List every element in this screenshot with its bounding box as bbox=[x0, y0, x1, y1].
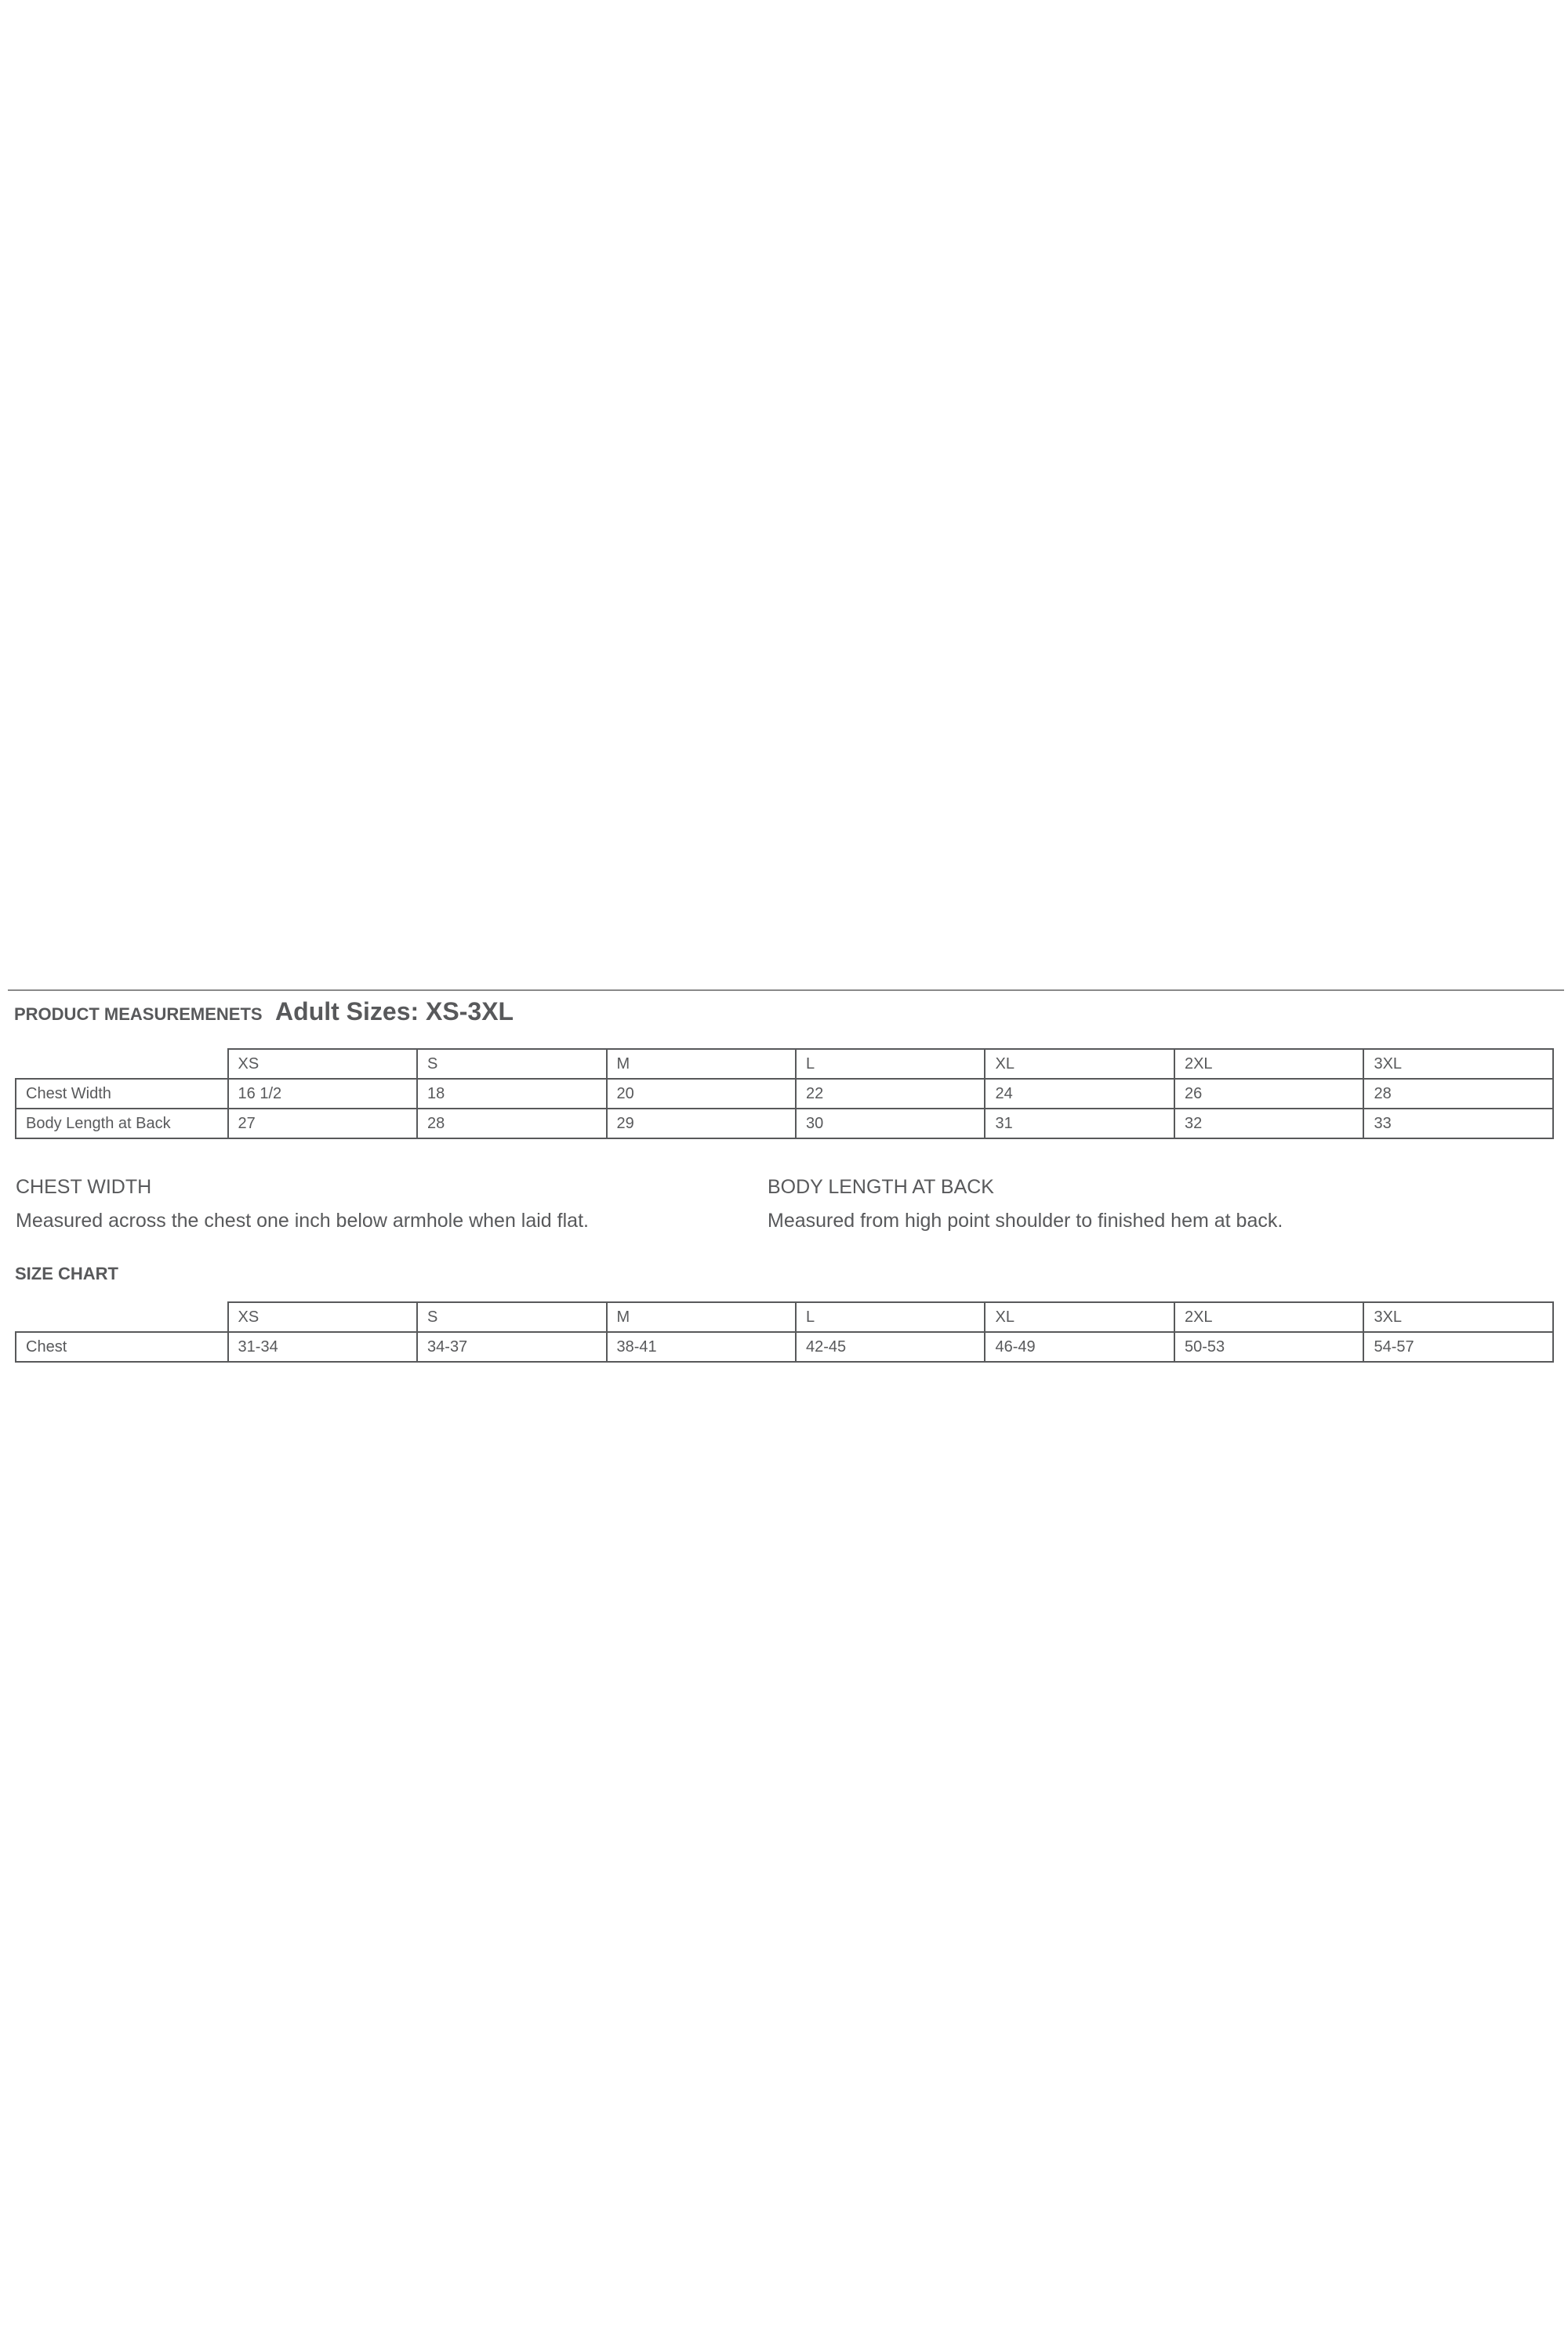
size-header: L bbox=[796, 1302, 985, 1332]
size-header: M bbox=[607, 1302, 796, 1332]
size-chart-table bbox=[15, 1301, 1554, 1363]
table-row bbox=[16, 1079, 1553, 1109]
table-cell: 26 bbox=[1174, 1079, 1363, 1109]
row-label: Body Length at Back bbox=[16, 1109, 228, 1138]
body-length-description: Measured from high point shoulder to finished hem at back. bbox=[768, 1210, 1283, 1232]
size-chart-title: SIZE CHART bbox=[15, 1264, 118, 1283]
table-cell: 31 bbox=[985, 1109, 1174, 1138]
table-corner-cell bbox=[16, 1302, 228, 1332]
table-cell: 42-45 bbox=[796, 1332, 985, 1362]
measurements-table bbox=[15, 1048, 1554, 1139]
size-header: XS bbox=[228, 1049, 417, 1079]
table-cell: 38-41 bbox=[607, 1332, 796, 1362]
size-header: L bbox=[796, 1049, 985, 1079]
measurements-heading-sizes: Adult Sizes: XS-3XL bbox=[275, 997, 514, 1025]
top-divider bbox=[8, 989, 1564, 991]
table-cell: 30 bbox=[796, 1109, 985, 1138]
size-header: S bbox=[417, 1049, 606, 1079]
table-cell: 33 bbox=[1363, 1109, 1553, 1138]
table-cell: 46-49 bbox=[985, 1332, 1174, 1362]
table-cell: 28 bbox=[1363, 1079, 1553, 1109]
table-cell: 16 1/2 bbox=[228, 1079, 417, 1109]
measurements-heading-label: PRODUCT MEASUREMENETS bbox=[14, 1004, 263, 1024]
table-cell: 27 bbox=[228, 1109, 417, 1138]
table-cell: 24 bbox=[985, 1079, 1174, 1109]
measurements-heading bbox=[14, 997, 514, 1026]
size-header: 2XL bbox=[1174, 1302, 1363, 1332]
size-header: 3XL bbox=[1363, 1302, 1553, 1332]
row-label: Chest bbox=[16, 1332, 228, 1362]
table-cell: 20 bbox=[607, 1079, 796, 1109]
table-corner-cell bbox=[16, 1049, 228, 1079]
table-header-row bbox=[16, 1049, 1553, 1079]
table-cell: 50-53 bbox=[1174, 1332, 1363, 1362]
size-header: XL bbox=[985, 1302, 1174, 1332]
table-cell: 28 bbox=[417, 1109, 606, 1138]
table-row bbox=[16, 1109, 1553, 1138]
size-header: 2XL bbox=[1174, 1049, 1363, 1079]
table-header-row bbox=[16, 1302, 1553, 1332]
table-cell: 22 bbox=[796, 1079, 985, 1109]
body-length-title: BODY LENGTH AT BACK bbox=[768, 1176, 994, 1198]
table-cell: 32 bbox=[1174, 1109, 1363, 1138]
size-header: XL bbox=[985, 1049, 1174, 1079]
row-label: Chest Width bbox=[16, 1079, 228, 1109]
table-cell: 18 bbox=[417, 1079, 606, 1109]
chest-width-title: CHEST WIDTH bbox=[16, 1176, 152, 1198]
size-header: XS bbox=[228, 1302, 417, 1332]
table-cell: 34-37 bbox=[417, 1332, 606, 1362]
table-row bbox=[16, 1332, 1553, 1362]
chest-width-description: Measured across the chest one inch below armhole when laid flat. bbox=[16, 1210, 589, 1232]
size-header: M bbox=[607, 1049, 796, 1079]
size-header: S bbox=[417, 1302, 606, 1332]
table-cell: 31-34 bbox=[228, 1332, 417, 1362]
table-cell: 29 bbox=[607, 1109, 796, 1138]
size-header: 3XL bbox=[1363, 1049, 1553, 1079]
table-cell: 54-57 bbox=[1363, 1332, 1553, 1362]
